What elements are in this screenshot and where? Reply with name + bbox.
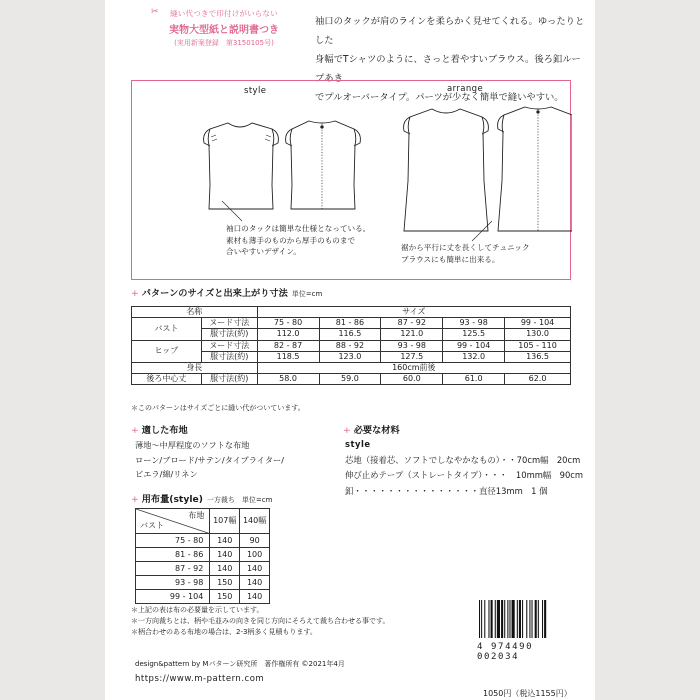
barcode-bar	[544, 600, 546, 638]
plus-icon: +	[131, 494, 139, 505]
size-note: ＊このパターンはサイズごとに縫い代がついています。	[131, 404, 305, 412]
barcode-bars	[477, 600, 577, 638]
credit-line: design&pattern by Mパターン研究所 著作権所有 ©2021年4月	[135, 660, 345, 668]
tunic-back-illustration	[498, 107, 572, 231]
barcode-bar	[535, 600, 537, 638]
feature-box	[149, 0, 299, 70]
style-caption: 袖口のタックは簡単な仕様となっている。 素材も薄手のものから厚手のものまで 合いやすいデザイン。	[226, 224, 371, 256]
barcode-bar	[481, 600, 482, 638]
header-name: 名称	[132, 307, 258, 318]
barcode-number: 4 974490 002034	[477, 642, 534, 662]
barcode-bar	[495, 600, 496, 638]
col-140: 140幅	[240, 509, 270, 534]
barcode-bar	[542, 600, 543, 638]
registration-number: (実用新案登録 第3150105号)	[174, 39, 274, 47]
plus-icon: +	[131, 288, 139, 299]
barcode-bar	[497, 600, 500, 638]
plus-icon: +	[131, 425, 139, 436]
pattern-back-cover	[105, 0, 595, 700]
materials-list: style 芯地（接着芯、ソフトでしなやかなもの）・・70cm幅 20cm 伸び止めテープ（ストレートタイプ）・・・ 10mm幅 90cm 釦・・・・・・・・・・・・・・・直径13mm 1 個	[345, 439, 584, 496]
blouse-back-illustration	[286, 121, 361, 209]
barcode-bar	[529, 600, 530, 638]
arrange-label: arrange	[447, 84, 484, 94]
style-illustration-panel	[131, 80, 571, 280]
barcode-bar	[504, 600, 505, 638]
bust-label: バスト	[132, 318, 202, 340]
tunic-front-illustration	[404, 109, 489, 231]
height-label: 身長	[132, 362, 258, 373]
barcode-bar	[479, 600, 480, 638]
scissors-icon: ✂	[151, 7, 159, 17]
product-description: 袖口のタックが肩のラインを柔らかく見せてくれる。ゆったりとした 身幅でTシャツのように、さっと着やすいブラウス。後ろ釦ループあき でプルオーバータイプ。パーツが少なく簡単で縫いやすい。	[315, 16, 585, 103]
barcode-bar	[522, 600, 523, 638]
hip-label: ヒップ	[132, 340, 202, 362]
blouse-front-illustration	[204, 123, 279, 209]
barcode-bar	[519, 600, 521, 638]
tagline: 縫い代つきで印付けがいらない	[170, 9, 278, 18]
arrange-caption: 裾から平行に丈を長くしてチュニック ブラウスにも簡単に出来る。	[401, 243, 530, 264]
col-107: 107幅	[210, 509, 240, 534]
back-length-label: 後ろ中心丈	[132, 374, 202, 385]
barcode-bar	[538, 600, 539, 638]
header-size: サイズ	[257, 307, 570, 318]
barcode-bar	[532, 600, 533, 638]
barcode-bar	[501, 600, 503, 638]
fabric-section-title: + 適した布地	[131, 425, 188, 436]
height-value: 160cm前後	[257, 362, 570, 373]
size-section-title: + パターンのサイズと出来上がり寸法 単位=cm	[131, 288, 323, 299]
size-table: 名称 サイズ バスト ヌード寸法 75 - 80 81 - 86 87 - 92 93 - 98 99 - 104 服寸法(約) 112.0 116.5 121.0 125.5 130.0 ヒップ ヌード寸法 82 - 87 88 - 92 93 - 98 99 - 104 105 - 110 服寸法(約) 118.5 123.0 127.5 132.0 136.5 身長 160cm前後 後ろ中心丈 服寸法(約) 58.0 59.0 60.0 61.0 62.0	[131, 306, 571, 385]
barcode-bar	[509, 600, 510, 638]
yardage-notes: ＊上記の表は布の必要量を示しています。 ＊一方向裁ちとは、柄や毛並みの向きを同じ方向にそろえて裁ち合わせる事です。 ＊柄合わせのある布地の場合は、2-3柄多く見積もります。	[131, 606, 390, 636]
materials-section-title: + 必要な材料	[343, 425, 400, 436]
barcode-bar	[512, 600, 515, 638]
barcode-bar	[507, 600, 508, 638]
feature-title: 実物大型紙と説明書つき	[169, 25, 279, 36]
barcode-bar	[484, 600, 485, 638]
fabric-list: 薄地～中厚程度のソフトな布地 ローン/ブロード/サテン/タイプライター/ ビエラ/綿/リネン	[135, 440, 284, 479]
yardage-section-title: + 用布量(style) 一方裁ち 単位=cm	[131, 494, 273, 505]
barcode	[477, 600, 577, 662]
barcode-bar	[491, 600, 493, 638]
price: 1050円（税込1155円）	[483, 689, 572, 698]
website-link[interactable]: https://www.m-pattern.com	[135, 674, 265, 684]
style-label: style	[244, 86, 267, 96]
barcode-bar	[488, 600, 489, 638]
yardage-corner-cell: 布地 バスト	[136, 509, 210, 534]
plus-icon: +	[343, 425, 351, 436]
barcode-bar	[526, 600, 527, 638]
yardage-table: 布地 バスト 107幅 140幅 75 - 80 140 90 81 - 86 140 100 87 - 92 140 140 93 - 98 150 140 99 - 104 150 140	[135, 508, 270, 604]
barcode-bar	[517, 600, 518, 638]
